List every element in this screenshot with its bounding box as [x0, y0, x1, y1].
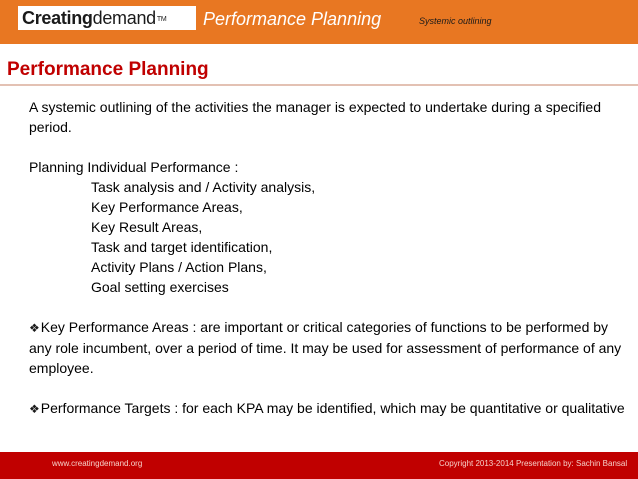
- bullet-kpa: [29, 317, 631, 378]
- bullet-targets-text: Performance Targets : for each KPA may be identified, which may be quantitative or qualitative: [40, 400, 625, 416]
- footer-bar: [0, 452, 638, 479]
- logo-text: [22, 6, 166, 30]
- footer-copyright: Copyright 2013-2014 Presentation by: Sachin Bansal: [439, 459, 628, 468]
- header-subtitle: Systemic outlining: [419, 16, 492, 26]
- header-bar: [0, 0, 638, 44]
- slide-title: Performance Planning: [7, 59, 209, 80]
- planning-item: Key Performance Areas,: [91, 199, 243, 215]
- planning-item: Task and target identification,: [91, 239, 273, 255]
- logo-accent-text: demand: [92, 8, 156, 28]
- planning-heading: Planning Individual Performance :: [29, 159, 239, 175]
- planning-item: Goal setting exercises: [91, 279, 229, 295]
- logo-trademark: TM: [156, 16, 167, 23]
- footer-website: www.creatingdemand.org: [52, 459, 143, 468]
- logo: [18, 6, 196, 30]
- planning-item: Key Result Areas,: [91, 219, 203, 235]
- spacer: [29, 297, 631, 317]
- intro-paragraph: A systemic outlining of the activities the manager is expected to undertake during a specified period.: [29, 99, 601, 135]
- planning-item: Activity Plans / Action Plans,: [91, 259, 267, 275]
- slide-content: [29, 97, 631, 419]
- bullet-kpa-text: Key Performance Areas : are important or critical categories of functions to be performed by any role incumbent, over a period of time. It may be used for assessment of performance of any employee.: [29, 319, 622, 376]
- header-title: Performance Planning: [203, 9, 382, 29]
- logo-main-text: Creating: [22, 8, 93, 28]
- planning-item: Task analysis and / Activity analysis,: [91, 179, 316, 195]
- title-divider: [0, 84, 638, 86]
- spacer: [29, 378, 631, 398]
- spacer: [29, 137, 631, 157]
- diamond-bullet-icon: ❖: [29, 402, 40, 416]
- bullet-targets: [29, 398, 631, 419]
- diamond-bullet-icon: ❖: [29, 321, 40, 335]
